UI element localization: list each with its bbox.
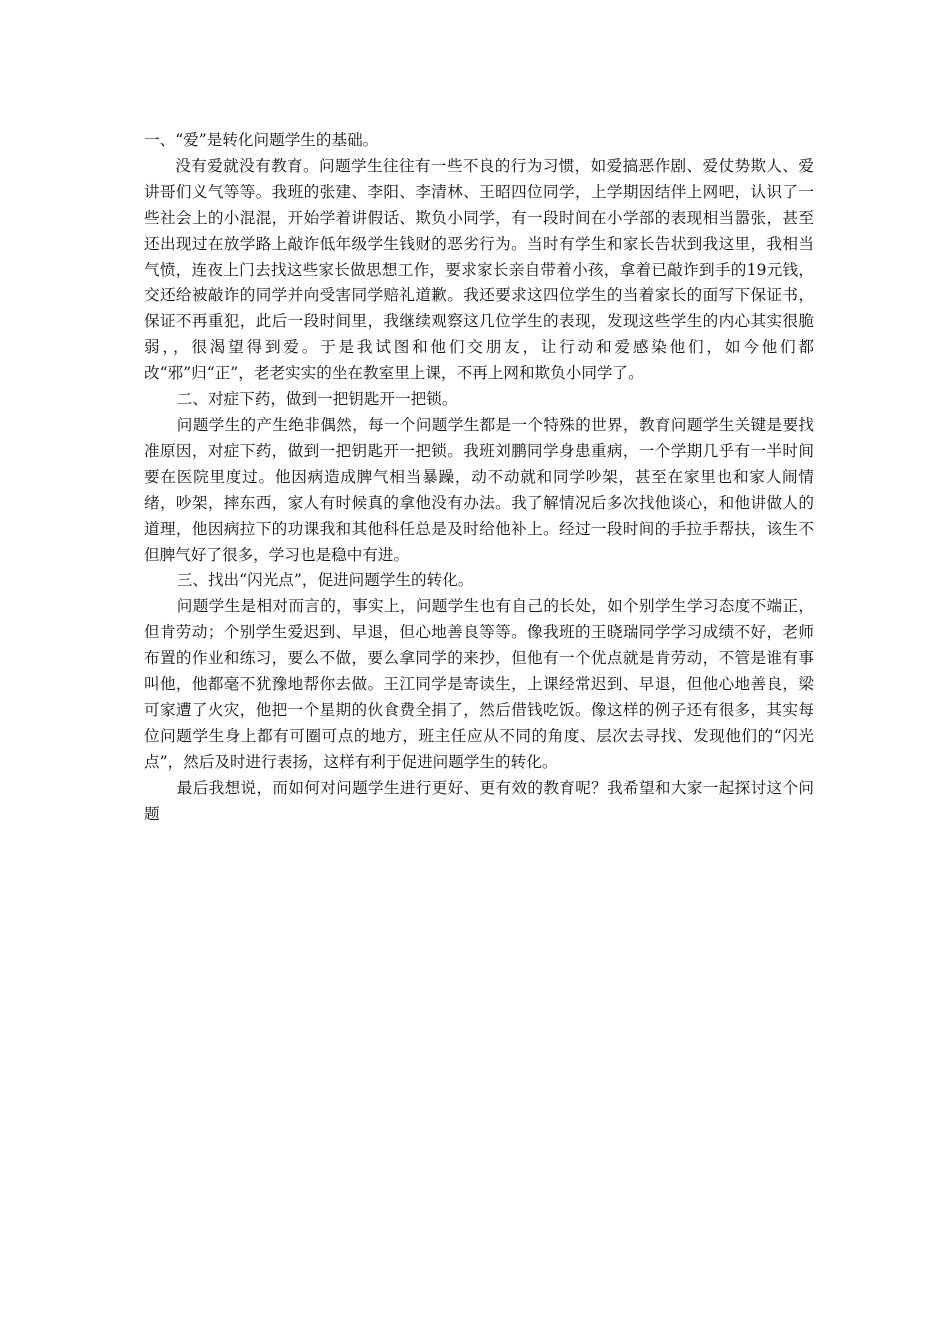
document-body xyxy=(144,128,814,827)
section-paragraph-remedy: 问题学生的产生绝非偶然，每一个问题学生都是一个特殊的世界，教育问题学生关键是要找准原因，对症下药，做到一把钥匙开一把锁。我班刘鹏同学身患重病，一个学期几乎有一半时间要在医院里度过。他因病造成脾气相当暴躁，动不动就和同学吵架，甚至在家里也和家人闹情绪，吵架，摔东西，家人有时候真的拿他没有办法。我了解情况后多次找他谈心，和他讲做人的道理，他因病拉下的功课我和其他科任总是及时给他补上。经过一段时间的手拉手帮扶，该生不但脾气好了很多，学习也是稳中有进。 xyxy=(144,415,814,564)
section-heading-bright-spot: 三、找出“闪光点”，促进问题学生的转化。 xyxy=(176,571,474,590)
section-heading-love: 一、“爱”是转化问题学生的基础。 xyxy=(144,131,379,149)
closing-paragraph: 最后我想说，而如何对问题学生进行更好、更有效的教育呢？我希望和大家一起探讨这个问题 xyxy=(144,778,814,823)
section-paragraph-bright-spot: 问题学生是相对而言的，事实上，问题学生也有自己的长处，如个别学生学习态度不端正，但肯劳动；个别学生爱迟到、早退，但心地善良等等。像我班的王晓瑞同学学习成绩不好，老师布置的作业和练习，要么不做，要么拿同学的来抄，但他有一个优点就是肯劳动，不管是谁有事叫他，他都毫不犹豫地帮你去做。王江同学是寄读生，上课经常迟到、早退，但他心地善良，梁可家遭了火灾，他把一个星期的伙食费全捐了，然后借钱吃饭。像这样的例子还有很多，其实每位问题学生身上都有可圈可点的地方，班主任应从不同的角度、层次去寻找、发现他们的“闪光点”，然后及时进行表扬，这样有利于促进问题学生的转化。 xyxy=(144,597,814,771)
section-heading-remedy: 二、对症下药，做到一把钥匙开一把锁。 xyxy=(176,390,458,409)
section-paragraph-love: 没有爱就没有教育。问题学生往往有一些不良的行为习惯，如爱搞恶作剧、爱仗势欺人、爱讲哥们义气等等。我班的张建、李阳、李清林、王昭四位同学，上学期因结伴上网吧，认识了一些社会上的小混混，开始学着讲假话、欺负小同学，有一段时间在小学部的表现相当嚣张，甚至还出现过在放学路上敲诈低年级学生钱财的恶劣行为。当时有学生和家长告状到我这里，我相当气愤，连夜上门去找这些家长做思想工作，要求家长亲自带着小孩，拿着已敲诈到手的19元钱，交还给被敲诈的同学并向受害同学赔礼道歉。我还要求这四位学生的当着家长的面写下保证书，保证不再重犯，此后一段时间里，我继续观察这几位学生的表现，发现这些学生的内心其实很脆弱，，很渴望得到爱。于是我试图和他们交朋友，让行动和爱感染他们，如今他们都改“邪”归“正”，老老实实的坐在教室里上课，不再上网和欺负小同学了。 xyxy=(144,156,814,383)
